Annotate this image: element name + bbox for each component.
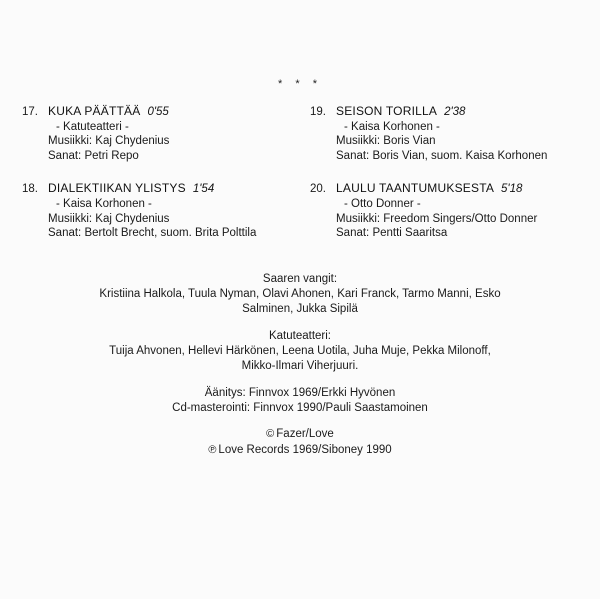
track-number: 19.	[310, 106, 326, 118]
track-credits	[22, 120, 300, 164]
track-number: 18.	[22, 183, 38, 196]
ensemble-saaren-vangit	[0, 272, 600, 317]
track-lyrics-credit: Sanat: Boris Vian, suom. Kaisa Korhonen	[336, 149, 548, 162]
ensemble-title: Saaren vangit:	[262, 273, 338, 285]
track-lyrics-credit: Sanat: Petri Repo	[48, 149, 139, 162]
copyright-text: Fazer/Love	[276, 428, 334, 440]
ensemble-members-line: Tuija Ahvonen, Hellevi Härkönen, Leena Uotila, Juha Muje, Pekka Milonoff,	[109, 345, 491, 357]
mastering-credit: Cd-masterointi: Finnvox 1990/Pauli Saastamoinen	[172, 402, 428, 414]
track-duration: 5'18	[501, 183, 523, 196]
recording-credit: Äänitys: Finnvox 1969/Erkki Hyvönen	[204, 387, 396, 399]
tracklist-column-left	[0, 104, 300, 259]
copyright-line	[0, 427, 600, 443]
track-item	[310, 104, 600, 163]
ensemble-members-line: Salminen, Jukka Sipilä	[242, 303, 358, 315]
track-lyrics-credit: Sanat: Pentti Saaritsa	[336, 227, 448, 240]
ensemble-members-line: Mikko-Ilmari Viherjuuri.	[241, 360, 359, 372]
decorative-separator: * * *	[278, 78, 322, 90]
track-heading	[22, 181, 300, 197]
track-lyrics-credit: Sanat: Bertolt Brecht, suom. Brita Polttila	[48, 227, 257, 240]
production-credits	[0, 386, 600, 416]
track-heading	[310, 181, 600, 197]
phonogram-line	[0, 443, 600, 459]
track-duration: 2'38	[444, 106, 466, 118]
ensemble-members-line: Kristiina Halkola, Tuula Nyman, Olavi Ahonen, Kari Franck, Tarmo Manni, Esko	[99, 288, 501, 300]
track-credits	[310, 120, 600, 164]
phonogram-icon: ℗	[208, 443, 217, 456]
track-music-credit: Musiikki: Kaj Chydenius	[48, 135, 170, 148]
track-duration: 0'55	[147, 106, 169, 118]
credits-section	[0, 272, 600, 458]
tracklist-column-right	[300, 104, 600, 259]
track-heading	[310, 104, 600, 120]
copyright-icon: ©	[266, 428, 275, 440]
ensemble-katuteatteri	[0, 329, 600, 374]
track-title: LAULU TAANTUMUKSESTA	[336, 181, 495, 196]
track-title: KUKA PÄÄTTÄÄ	[48, 104, 141, 118]
track-performer: - Otto Donner -	[344, 197, 421, 210]
phonogram-text: Love Records 1969/Siboney 1990	[218, 443, 392, 456]
track-title: DIALEKTIIKAN YLISTYS	[48, 181, 186, 196]
track-music-credit: Musiikki: Freedom Singers/Otto Donner	[336, 212, 538, 225]
tracklist	[0, 104, 600, 259]
track-item	[22, 104, 300, 163]
track-music-credit: Musiikki: Kaj Chydenius	[48, 212, 170, 225]
track-number: 20.	[310, 183, 326, 196]
track-heading	[22, 104, 300, 120]
track-number: 17.	[22, 106, 38, 118]
track-performer: - Kaisa Korhonen -	[344, 120, 440, 133]
track-duration: 1'54	[192, 183, 215, 196]
rights-block	[0, 427, 600, 458]
track-title: SEISON TORILLA	[336, 104, 438, 118]
track-item	[310, 181, 600, 240]
track-music-credit: Musiikki: Boris Vian	[336, 135, 436, 148]
ensemble-title: Katuteatteri:	[268, 330, 331, 342]
track-performer: - Kaisa Korhonen -	[56, 197, 152, 210]
track-item	[22, 181, 300, 240]
track-performer: - Katuteatteri -	[56, 120, 129, 133]
track-credits	[310, 197, 600, 241]
track-credits	[22, 197, 300, 241]
